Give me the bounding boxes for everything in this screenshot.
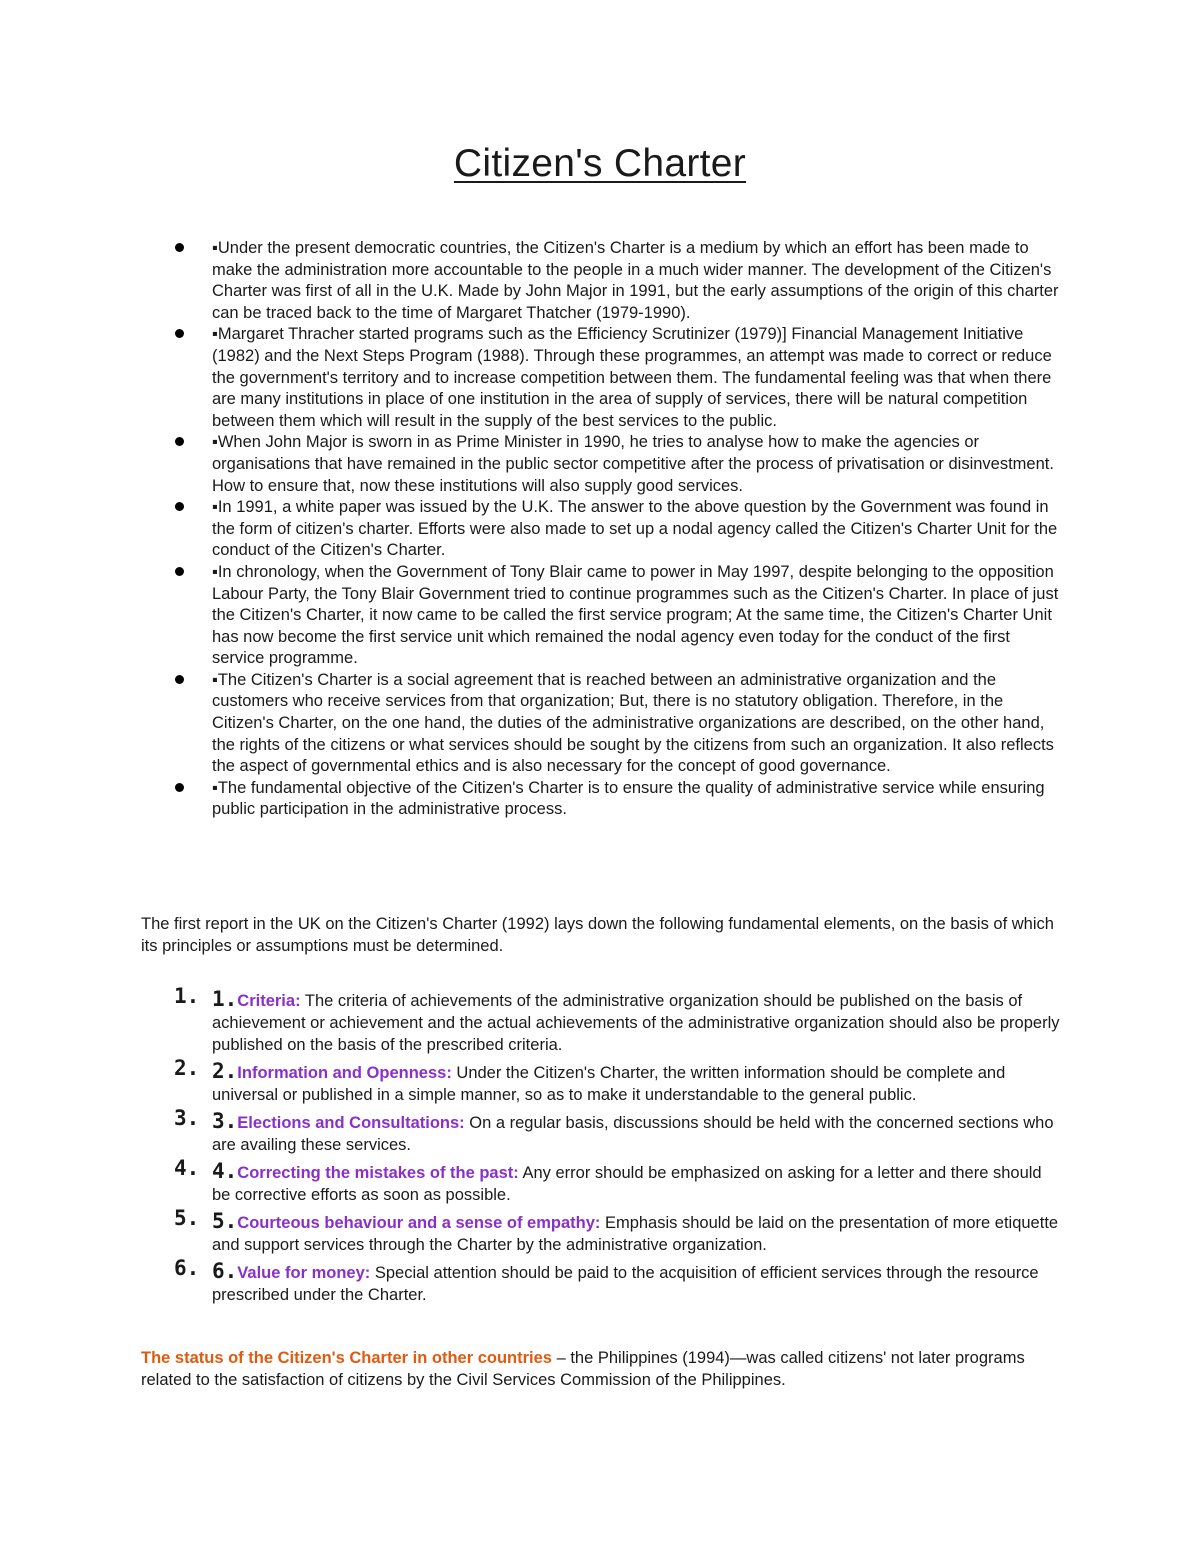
element-item bbox=[174, 1256, 1062, 1306]
bullet-dot-icon bbox=[175, 675, 184, 684]
bullet-text: ▪Margaret Thracher started programs such as the Efficiency Scrutinizer (1979)] Financial Management Initiative (1982) and the Next Steps Program (1988). Through these programmes, an attempt was made to correct or reduce the government's territory and to increase competition between them. The fundamental feeling was that when there are many institutions in place of one institution in the area of supply of services, there will be natural competition between them which will result in the supply of the best services to the public. bbox=[212, 325, 1052, 430]
bullet-item bbox=[212, 497, 1062, 562]
inline-number: 1. bbox=[212, 987, 238, 1011]
bullet-dot-icon bbox=[175, 567, 184, 576]
element-term: Criteria: bbox=[237, 992, 301, 1010]
element-text: Any error should be emphasized on asking for a letter and there should be corrective efforts as soon as possible. bbox=[212, 1164, 1042, 1204]
bullet-text: ▪In 1991, a white paper was issued by the U.K. The answer to the above question by the Government was found in the form of citizen's charter. Efforts were also made to set up a nodal agency called the Citizen's Charter Unit for the conduct of the Citizen's Charter. bbox=[212, 498, 1058, 560]
intro-paragraph: The first report in the UK on the Citizen's Charter (1992) lays down the following fundamental elements, on the basis of which its principles or assumptions must be determined. bbox=[141, 915, 1054, 955]
inline-number: 6. bbox=[212, 1259, 238, 1283]
inline-number: 4. bbox=[212, 1159, 238, 1183]
element-term: Correcting the mistakes of the past: bbox=[237, 1164, 519, 1182]
element-item bbox=[174, 1206, 1062, 1256]
status-text: – the Philippines (1994)—was called citizens' not later programs related to the satisfaction of citizens by the Civil Services Commission of the Philippines. bbox=[141, 1349, 1025, 1389]
element-item bbox=[174, 984, 1062, 1056]
bullet-item bbox=[212, 670, 1062, 778]
bullet-item bbox=[212, 778, 1062, 821]
element-text: The criteria of achievements of the administrative organization should be published on the basis of achievement or achievement and the actual achievements of the administrative organization should also be properly published on the basis of the prescribed criteria. bbox=[212, 992, 1060, 1054]
element-item bbox=[174, 1056, 1062, 1106]
status-lead: The status of the Citizen's Charter in other countries bbox=[141, 1349, 552, 1367]
status-paragraph bbox=[141, 1348, 1071, 1391]
bullet-text: ▪The Citizen's Charter is a social agreement that is reached between an administrative organization and the customers who receive services from that organization; But, there is no statutory obligation. Therefore, in the Citizen's Charter, on the one hand, the duties of the administrative organizations are described, on the other hand, the rights of the citizens or what services should be sought by the citizens from such an organization. It also reflects the aspect of governmental ethics and is also necessary for the concept of good governance. bbox=[212, 670, 1054, 776]
bullet-dot-icon bbox=[175, 783, 184, 792]
list-number: 5. bbox=[174, 1206, 200, 1230]
element-text: Special attention should be paid to the acquisition of efficient services through the resource prescribed under the Charter. bbox=[212, 1264, 1039, 1304]
inline-number: 5. bbox=[212, 1209, 238, 1233]
element-text: On a regular basis, discussions should be held with the concerned sections who are availing these services. bbox=[212, 1114, 1054, 1154]
list-number: 6. bbox=[174, 1256, 200, 1280]
element-item bbox=[174, 1156, 1062, 1206]
bullet-text: ▪The fundamental objective of the Citizen's Charter is to ensure the quality of administrative service while ensuring public participation in the administrative process. bbox=[212, 778, 1045, 819]
bullet-item bbox=[212, 562, 1062, 670]
element-term: Information and Openness: bbox=[237, 1064, 452, 1082]
inline-number: 3. bbox=[212, 1109, 238, 1133]
element-term: Value for money: bbox=[237, 1264, 371, 1282]
list-number: 3. bbox=[174, 1106, 200, 1130]
list-number: 2. bbox=[174, 1056, 200, 1080]
bullet-text: ▪When John Major is sworn in as Prime Minister in 1990, he tries to analyse how to make the agencies or organisations that have remained in the public sector competitive after the process of privatisation or disinvestment. How to ensure that, now these institutions will also supply good services. bbox=[212, 433, 1054, 495]
element-text: Under the Citizen's Charter, the written information should be complete and universal or published in a simple manner, so as to make it understandable to the general public. bbox=[212, 1064, 1006, 1104]
bullet-dot-icon bbox=[175, 502, 184, 511]
page-title: Citizen's Charter bbox=[453, 142, 747, 185]
list-number: 1. bbox=[174, 984, 200, 1008]
element-term: Courteous behaviour and a sense of empathy: bbox=[237, 1214, 601, 1232]
element-term: Elections and Consultations: bbox=[237, 1114, 465, 1132]
bullet-text: ▪Under the present democratic countries, the Citizen's Charter is a medium by which an effort has been made to make the administration more accountable to the people in a much wider manner. The development of the Citizen's Charter was first of all in the U.K. Made by John Major in 1991, but the early assumptions of the origin of this charter can be traced back to the time of Margaret Thatcher (1979-1990). bbox=[212, 239, 1059, 322]
bullet-dot-icon bbox=[175, 243, 184, 252]
bullet-item bbox=[212, 238, 1062, 324]
bullet-text: ▪In chronology, when the Government of Tony Blair came to power in May 1997, despite belonging to the opposition Labour Party, the Tony Blair Government tried to continue programmes such as the Citizen's Charter. In place of just the Citizen's Charter, it now came to be called the first service program; At the same time, the Citizen's Charter Unit has now become the first service unit which remained the nodal agency even today for the conduct of the first service programme. bbox=[212, 562, 1059, 668]
inline-number: 2. bbox=[212, 1059, 238, 1083]
bullet-dot-icon bbox=[175, 329, 184, 338]
bullet-list bbox=[212, 238, 1062, 821]
bullet-dot-icon bbox=[175, 437, 184, 446]
bullet-item bbox=[212, 324, 1062, 432]
list-number: 4. bbox=[174, 1156, 200, 1180]
elements-list bbox=[174, 984, 1062, 1310]
bullet-item bbox=[212, 432, 1062, 497]
element-item bbox=[174, 1106, 1062, 1156]
element-text: Emphasis should be laid on the presentation of more etiquette and support services through the Charter by the administrative organization. bbox=[212, 1214, 1059, 1254]
